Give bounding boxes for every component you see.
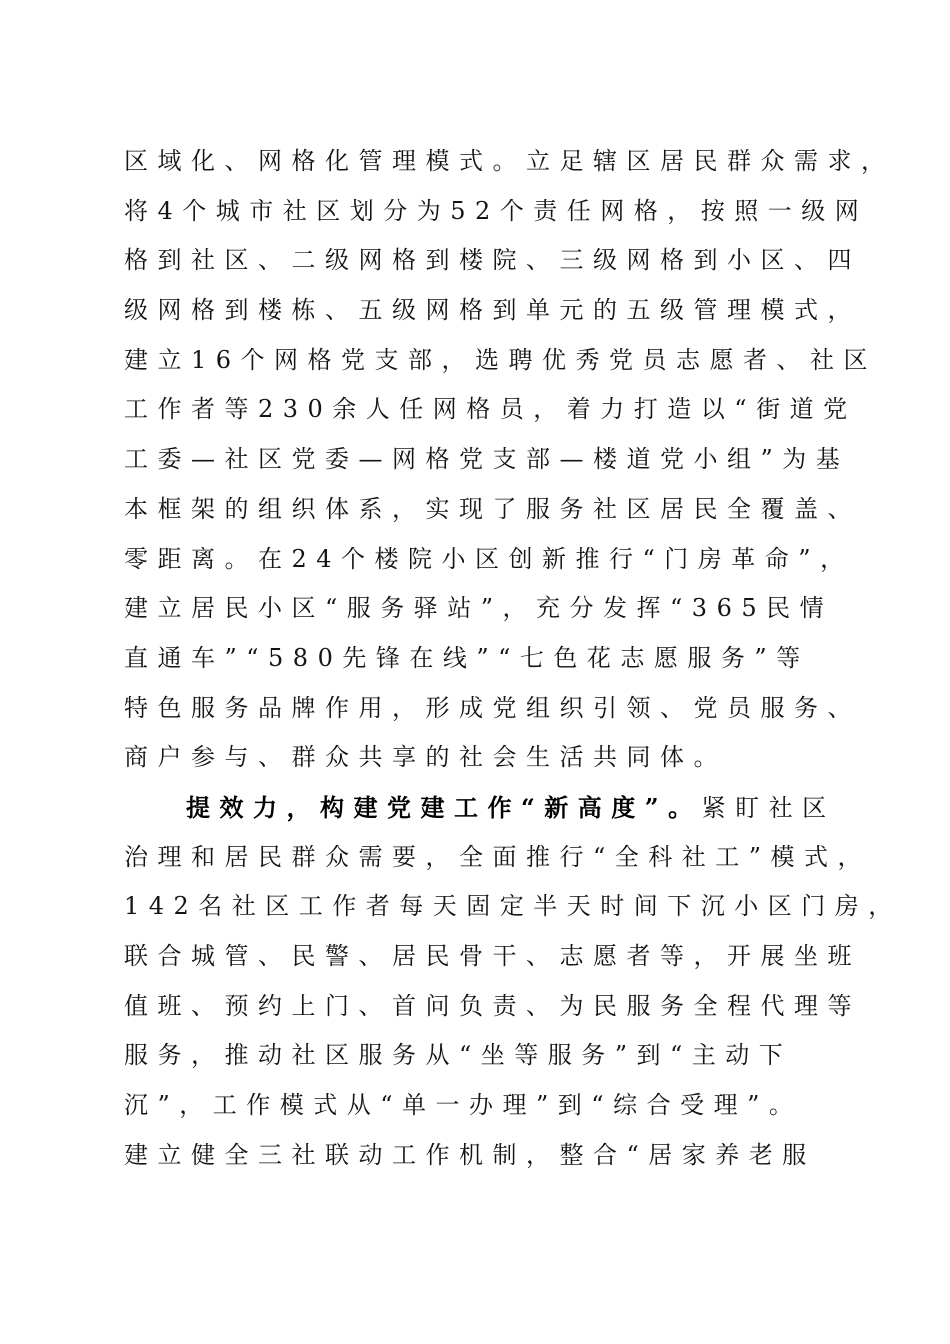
text-line: 将4个城市社区划分为52个责任网格，按照一级网 — [124, 196, 869, 225]
text-line: 工作者等230余人任网格员，着力打造以“街道党 — [124, 395, 857, 424]
text-line: 零距离。在24个楼院小区创新推行“门房革命”， — [124, 544, 854, 573]
text-line: 本框架的组织体系，实现了服务社区居民全覆盖、 — [124, 494, 861, 523]
text-line: 142名社区工作者每天固定半天时间下沉小区门房， — [124, 892, 902, 921]
text-line: 建立16个网格党支部，选聘优秀党员志愿者、社区 — [124, 345, 878, 374]
text-line: 级网格到楼栋、五级网格到单元的五级管理模式， — [124, 296, 861, 325]
text-line: 建立居民小区“服务驿站”，充分发挥“365民情 — [124, 594, 834, 623]
body-text — [124, 137, 902, 1180]
text-line: 联合城管、民警、居民骨干、志愿者等，开展坐班 — [124, 942, 861, 970]
text-line: 服务，推动社区服务从“坐等服务”到“主动下 — [124, 1041, 793, 1070]
paragraph-heading-line — [124, 783, 844, 833]
text-line: 格到社区、二级网格到楼院、三级网格到小区、四 — [124, 246, 861, 275]
section-heading: 提效力，构建党建工作“新高度”。 — [186, 792, 702, 822]
text-line: 工委—社区党委—网格党支部—楼道党小组”为基 — [124, 445, 850, 474]
heading-continuation: 紧盯社区 — [701, 793, 836, 822]
text-line: 直通车”“580先锋在线”“七色花志愿服务”等 — [124, 643, 810, 672]
text-line: 沉”，工作模式从“单一办理”到“综合受理”。 — [124, 1091, 803, 1120]
text-line: 商户参与、群众共享的社会生活共同体。 — [124, 743, 727, 772]
text-line: 建立健全三社联动工作机制，整合“居家养老服 — [124, 1140, 816, 1169]
text-line: 治理和居民群众需要，全面推行“全科社工”模式， — [124, 842, 872, 871]
text-line: 特色服务品牌作用，形成党组织引领、党员服务、 — [124, 693, 861, 722]
text-line: 区域化、网格化管理模式。立足辖区居民群众需求， — [124, 147, 895, 175]
text-line: 值班、预约上门、首问负责、为民服务全程代理等 — [124, 991, 861, 1020]
